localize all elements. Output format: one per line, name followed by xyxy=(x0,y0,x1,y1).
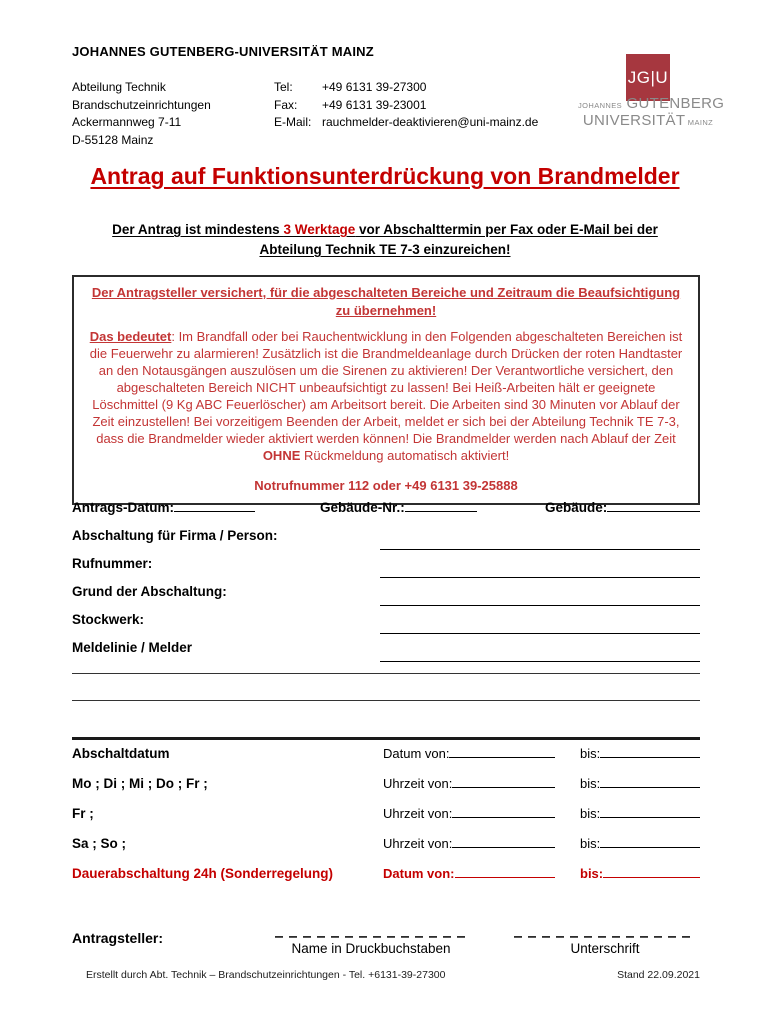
bis-input-line xyxy=(600,836,700,848)
bis-field xyxy=(580,806,700,821)
field-antrags-datum xyxy=(72,500,255,515)
form-row-rufnummer xyxy=(72,556,700,584)
uhrzeit-von-input-line xyxy=(452,836,555,848)
datum-von-input-line xyxy=(449,746,555,758)
antragsteller-label: Antragsteller: xyxy=(72,930,164,946)
notice-text: vor Abschalttermin per Fax oder E-Mail bei der xyxy=(355,222,658,237)
warning-ohne: OHNE xyxy=(262,448,301,463)
datum-von-label: Datum von: xyxy=(383,746,450,761)
extra-write-line xyxy=(72,700,700,701)
university-name: JOHANNES GUTENBERG-UNIVERSITÄT MAINZ xyxy=(72,44,374,59)
name-caption: Name in Druckbuchstaben xyxy=(291,941,451,956)
weekdays-label: Mo ; Di ; Mi ; Do ; Fr ; xyxy=(72,776,208,791)
weekend-label: Sa ; So ; xyxy=(72,836,127,851)
notice-text: Der Antrag ist mindestens xyxy=(112,222,284,237)
extra-write-line xyxy=(72,673,700,674)
section-divider xyxy=(72,737,700,740)
notice-highlight: 3 Werktage xyxy=(283,222,356,237)
bis-field xyxy=(580,776,700,791)
abschaltdatum-label: Abschaltdatum xyxy=(72,746,170,761)
jgu-logo-square-icon: JG|U xyxy=(626,54,670,101)
emergency-number: Notrufnummer 112 oder +49 6131 39-25888 xyxy=(254,478,518,493)
datum-von-input-line xyxy=(455,866,556,878)
jgu-logo-wordmark xyxy=(578,95,725,130)
uhrzeit-von-label: Uhrzeit von: xyxy=(383,776,453,791)
address-line: Brandschutzeinrichtungen xyxy=(72,97,211,112)
footer-created-by: Erstellt durch Abt. Technik – Brandschutzeinrichtungen - Tel. +6131-39-27300 xyxy=(86,969,446,981)
datum-von-field xyxy=(383,866,555,881)
logo-word-mainz: MAINZ xyxy=(685,118,714,127)
schedule-section xyxy=(72,746,700,896)
contact-row-email xyxy=(274,114,538,132)
form-fields xyxy=(72,500,700,668)
uhrzeit-von-label: Uhrzeit von: xyxy=(383,836,453,851)
bis-field xyxy=(580,866,700,881)
warning-body xyxy=(87,328,685,464)
name-signature-line xyxy=(275,924,467,938)
gebaeude-nr-input-line xyxy=(405,500,477,512)
gebaeude-input-line xyxy=(607,500,700,512)
stockwerk-label: Stockwerk: xyxy=(72,612,145,627)
warning-lead: Das bedeutet xyxy=(89,329,172,344)
form-row-grund xyxy=(72,584,700,612)
bis-input-line xyxy=(600,776,700,788)
address-line: Abteilung Technik xyxy=(72,80,166,94)
bis-input-line xyxy=(600,746,700,758)
datum-von-field xyxy=(383,746,555,761)
schedule-row-weekend xyxy=(72,836,700,866)
schedule-row-dauerabschaltung xyxy=(72,866,700,896)
firma-person-label: Abschaltung für Firma / Person: xyxy=(72,528,278,543)
bis-input-line xyxy=(600,806,700,818)
contact-block xyxy=(274,79,538,132)
schedule-row-friday xyxy=(72,806,700,836)
rufnummer-label: Rufnummer: xyxy=(72,556,153,571)
document-title: Antrag auf Funktionsunterdrückung von Brandmelder xyxy=(90,163,680,189)
signature-name-group xyxy=(271,924,471,956)
logo-word-universitaet: UNIVERSITÄT xyxy=(582,112,686,129)
footer-version-date: Stand 22.09.2021 xyxy=(617,969,700,981)
grund-label: Grund der Abschaltung: xyxy=(72,584,227,599)
warning-text-end: Rückmeldung automatisch aktiviert! xyxy=(300,448,510,463)
antrags-datum-input-line xyxy=(174,500,255,512)
stockwerk-input-line xyxy=(380,633,700,634)
fax-value: +49 6131 39-23001 xyxy=(322,97,427,112)
logo-word-gutenberg: GUTENBERG xyxy=(622,95,725,112)
warning-box xyxy=(72,275,700,505)
form-row-meldelinie xyxy=(72,640,700,668)
bis-label: bis: xyxy=(580,836,601,851)
datum-von-label: Datum von: xyxy=(383,866,455,881)
notice-line2: Abteilung Technik TE 7-3 einzureichen! xyxy=(259,242,511,257)
page-footer xyxy=(72,969,700,981)
gebaeude-label: Gebäude: xyxy=(545,500,608,515)
rufnummer-input-line xyxy=(380,577,700,578)
friday-label: Fr ; xyxy=(72,806,94,821)
warning-text: : Im Brandfall oder bei Rauchentwicklung in den Folgenden abgeschalteten Bereichen ist die Feuerwehr zu alarmieren! Zusätzlich ist die Brandmeldeanlage durch Drücken der roten Handtaster an den Notausgängen auszulösen um die Sirenen zu aktivieren! Der Verantwortliche versichert, den abgeschalteten Bereich NICHT unbeaufsichtigt zu lassen! Bei Heiß-Arbeiten hält er geeignete Löschmittel (9 Kg ABC Feuerlöscher) am Arbeitsort bereit. Die Arbeiten sind 30 Minuten vor Ablauf der Zeit einzustellen! Bei vorzeitigem Beenden der Arbeit, meldet er sich bei der Abteilung Technik TE 7-3, dass die Brandmelder wieder aktiviert werden können! Die Brandmelder werden nach Ablauf der Zeit xyxy=(89,329,683,446)
bis-field xyxy=(580,746,700,761)
form-row-firma xyxy=(72,528,700,556)
uhrzeit-von-label: Uhrzeit von: xyxy=(383,806,453,821)
bis-input-line xyxy=(603,866,700,878)
meldelinie-input-line xyxy=(380,661,700,662)
uhrzeit-von-field xyxy=(383,776,555,791)
jgu-logo xyxy=(578,54,725,130)
address-line: D-55128 Mainz xyxy=(72,132,154,147)
uhrzeit-von-field xyxy=(383,836,555,851)
grund-input-line xyxy=(380,605,700,606)
sender-address-block xyxy=(72,79,211,149)
form-row-date-building xyxy=(72,500,700,528)
form-row-stockwerk xyxy=(72,612,700,640)
contact-row-fax xyxy=(274,97,538,115)
address-line: Ackermannweg 7-11 xyxy=(72,115,182,129)
schedule-row-abschaltdatum xyxy=(72,746,700,776)
uhrzeit-von-field xyxy=(383,806,555,821)
bis-label: bis: xyxy=(580,746,601,761)
antrags-datum-label: Antrags-Datum: xyxy=(72,500,175,515)
field-gebaeude xyxy=(545,500,700,515)
tel-value: +49 6131 39-27300 xyxy=(322,80,427,94)
bis-label: bis: xyxy=(580,866,604,881)
meldelinie-label: Meldelinie / Melder xyxy=(72,640,193,655)
signature-sign-group xyxy=(510,924,700,956)
bis-label: bis: xyxy=(580,776,601,791)
firma-person-input-line xyxy=(380,549,700,550)
email-label: E-Mail: xyxy=(274,115,312,129)
email-value: rauchmelder-deaktivieren@uni-mainz.de xyxy=(322,115,539,129)
contact-row-tel xyxy=(274,79,538,97)
field-gebaeude-nr xyxy=(320,500,477,515)
fax-label: Fax: xyxy=(274,97,298,112)
dauerabschaltung-label: Dauerabschaltung 24h (Sonderregelung) xyxy=(72,866,334,881)
bis-label: bis: xyxy=(580,806,601,821)
warning-heading: Der Antragsteller versichert, für die abgeschalteten Bereiche und Zeitraum die Beaufsichtigung zu übernehmen! xyxy=(91,285,681,318)
gebaeude-nr-label: Gebäude-Nr.: xyxy=(320,500,405,515)
unterschrift-signature-line xyxy=(514,924,696,938)
logo-word-johannes: JOHANNES xyxy=(578,101,623,110)
tel-label: Tel: xyxy=(274,80,293,94)
submission-notice xyxy=(95,220,675,260)
signature-section xyxy=(72,924,700,956)
schedule-row-weekdays xyxy=(72,776,700,806)
unterschrift-caption: Unterschrift xyxy=(570,941,640,956)
uhrzeit-von-input-line xyxy=(452,776,555,788)
bis-field xyxy=(580,836,700,851)
uhrzeit-von-input-line xyxy=(452,806,555,818)
